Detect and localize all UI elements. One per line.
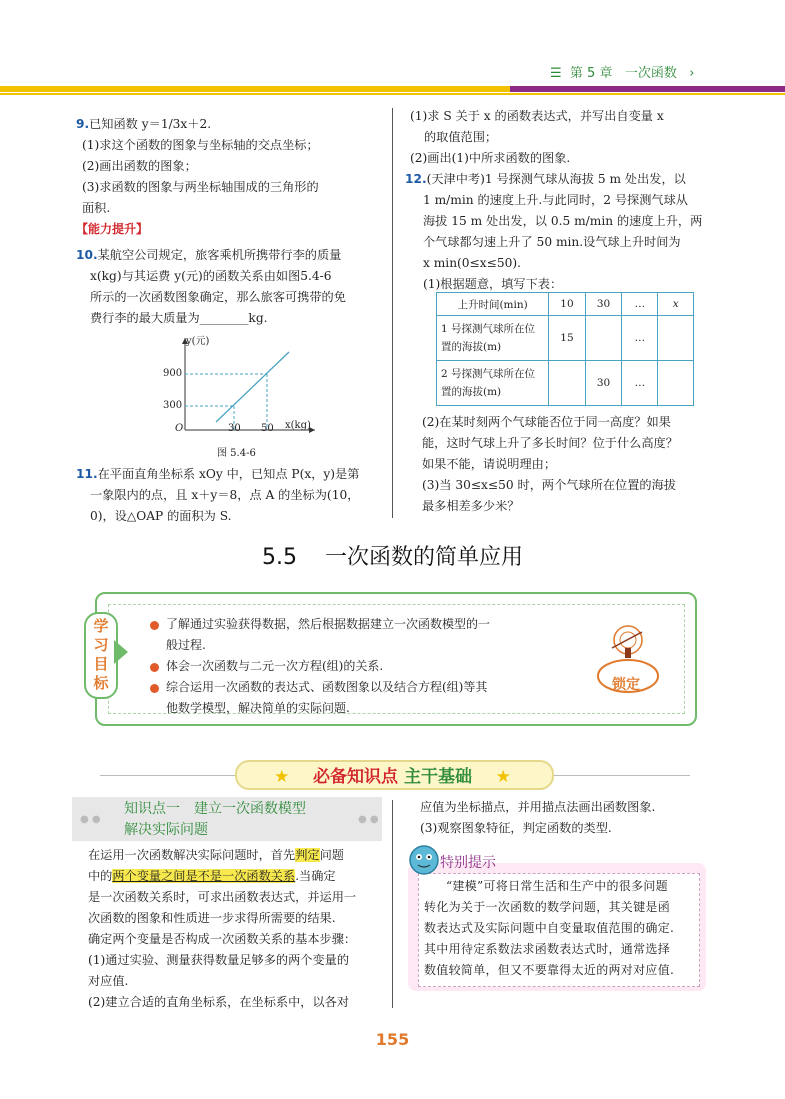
question-line: 能，这时气球上升了多长时间？位于什么高度？ xyxy=(422,436,678,450)
question-10 xyxy=(76,245,346,329)
table-cell: … xyxy=(622,316,658,361)
tip-line: 数表达式及实际问题中自变量取值范围的确定. xyxy=(424,921,675,935)
chevron-right-icon[interactable]: › xyxy=(689,66,695,81)
question-line: 0)，设△OAP 的面积为 S. xyxy=(90,509,232,523)
ability-heading: 【能力提升】 xyxy=(76,222,149,236)
text-run: .当确定 xyxy=(295,869,336,883)
text-run: 问题 xyxy=(319,848,344,862)
goal-line: 综合运用一次函数的表达式、函数图象以及结合方程(组)等其 xyxy=(166,680,488,694)
star-icon: ★ xyxy=(495,767,511,787)
goal-line: 体会一次函数与二元一次方程(组)的关系. xyxy=(166,659,384,673)
question-line: x(kg)与其运费 y(元)的函数关系由如图5.4-6 xyxy=(90,269,332,283)
question-line: (3)求函数的图象与两坐标轴围成的三角形的 xyxy=(82,180,319,194)
row-label-line: 置的海拔(m) xyxy=(441,341,502,353)
goal-line: 他数学模型，解决简单的实际问题. xyxy=(166,701,350,715)
origin-label: O xyxy=(175,423,184,434)
knowledge-point-title xyxy=(124,799,306,841)
tag-char: 目 xyxy=(93,655,109,673)
banner-title xyxy=(235,762,550,787)
list-icon: ☰ xyxy=(550,66,562,81)
table-cell xyxy=(658,361,694,406)
section-title xyxy=(0,540,785,571)
banner-text-a: 必备知识点 xyxy=(313,767,399,787)
y-tick-300: 300 xyxy=(163,400,183,411)
kp-title-line: 知识点一 建立一次函数模型 xyxy=(124,801,306,817)
page-number: 155 xyxy=(375,1030,410,1049)
column-divider xyxy=(392,108,393,518)
question-line: 最多相差多少米？ xyxy=(422,499,520,513)
figure-caption: 图 5.4-6 xyxy=(217,448,256,459)
table-cell xyxy=(658,316,694,361)
x-tick-50: 50 xyxy=(261,423,274,434)
question-line: (2)画出函数的图象； xyxy=(82,159,197,173)
tag-char: 学 xyxy=(93,617,109,635)
header-bar-yellow xyxy=(0,86,510,92)
table-row xyxy=(437,316,694,361)
mascot-icon xyxy=(406,842,442,878)
question-line: 的取值范围； xyxy=(424,130,498,144)
table-cell xyxy=(437,316,549,361)
tag-char: 习 xyxy=(93,636,109,654)
question-line: (2)画出(1)中所求函数的图象. xyxy=(410,151,571,165)
body-line xyxy=(88,866,356,887)
knowledge-body xyxy=(88,845,356,1013)
table-header-cell: 30 xyxy=(585,293,622,316)
question-line: 已知函数 y＝1/3x＋2. xyxy=(89,117,212,131)
body-line: (3)观察图象特征，判定函数的类型. xyxy=(420,821,612,835)
table-row xyxy=(437,361,694,406)
row-label-line: 2 号探测气球所在位 xyxy=(441,368,536,380)
balloon-table xyxy=(436,292,694,406)
tag-char: 标 xyxy=(93,674,109,692)
question-line: (2)在某时刻两个气球能否位于同一高度？如果 xyxy=(422,415,671,429)
body-line: (1)通过实验、测量获得数量足够多的两个变量的 xyxy=(88,953,350,967)
question-12-parts xyxy=(422,412,678,517)
y-tick-900: 900 xyxy=(163,368,183,379)
column-divider xyxy=(392,800,393,1008)
question-11-parts xyxy=(410,106,664,169)
section-number: 5.5 xyxy=(262,545,297,570)
row-label-line: 置的海拔(m) xyxy=(441,386,502,398)
learning-goals-tag xyxy=(84,612,118,699)
goal-item xyxy=(166,677,487,719)
question-line: 1 m/min 的速度上升.与此同时，2 号探测气球从 xyxy=(423,193,688,207)
chapter-header xyxy=(550,62,695,81)
lock-label: 锁定 xyxy=(612,677,640,693)
table-header-cell: … xyxy=(622,293,658,316)
question-line: 面积. xyxy=(82,201,111,215)
question-number: 12. xyxy=(405,172,427,186)
goal-line: 般过程. xyxy=(166,638,206,652)
question-number: 11. xyxy=(76,467,98,481)
goal-item xyxy=(166,614,490,656)
body-line: 应值为坐标描点，并用描点法画出函数图象. xyxy=(420,800,656,814)
question-line: 如果不能，请说明理由； xyxy=(422,457,557,471)
body-line: 对应值. xyxy=(88,974,129,988)
function-line xyxy=(216,352,289,422)
row-label-line: 1 号探测气球所在位 xyxy=(441,323,536,335)
tip-line: 转化为关于一次函数的数学问题，其关键是函 xyxy=(424,900,671,914)
text-run: 中的 xyxy=(88,869,113,883)
goal-item xyxy=(166,656,383,677)
section-name: 一次函数的简单应用 xyxy=(324,545,523,570)
question-line: (1)求 S 关于 x 的函数表达式，并写出自变量 x xyxy=(410,109,664,123)
question-number: 10. xyxy=(76,248,98,262)
body-line: 确定两个变量是否构成一次函数关系的基本步骤： xyxy=(88,932,357,946)
banner-text-b: 主干基础 xyxy=(403,767,472,787)
highlight-run: 判定 xyxy=(295,848,320,862)
freight-graph xyxy=(155,330,325,460)
table-header-cell: 10 xyxy=(549,293,586,316)
table-cell xyxy=(585,316,622,361)
bullet-icon xyxy=(150,684,159,693)
tip-line: “建模”可将日常生活和生产中的很多问题 xyxy=(446,879,668,893)
highlight-run: 两个变量之间是不是一次函数关系 xyxy=(112,869,296,883)
bullet-icon xyxy=(150,621,159,630)
body-line: 次函数的图象和性质进一步求得所需要的结果. xyxy=(88,911,336,925)
question-line: 所示的一次函数图象确定，那么旅客可携带的免 xyxy=(90,290,346,304)
header-bar-purple xyxy=(510,86,785,92)
question-line: 在平面直角坐标系 xOy 中，已知点 P(x，y)是第 xyxy=(97,467,360,481)
x-tick-30: 30 xyxy=(228,423,241,434)
table-cell xyxy=(437,361,549,406)
body-line: (2)建立合适的直角坐标系，在坐标系中，以各对 xyxy=(88,995,350,1009)
y-axis-label: y(元) xyxy=(186,336,210,347)
table-cell: 15 xyxy=(549,316,586,361)
question-line: 某航空公司规定，旅客乘机所携带行李的质量 xyxy=(97,248,342,262)
table-header-row xyxy=(437,293,694,316)
tip-line: 数值较简单，但又不要靠得太近的两对对应值. xyxy=(424,963,675,977)
question-line: (天津中考)1 号探测气球从海拔 5 m 处出发，以 xyxy=(426,172,686,186)
goal-line: 了解通过实验获得数据，然后根据数据建立一次函数模型的一 xyxy=(166,617,491,631)
question-11 xyxy=(76,464,359,527)
bullet-icon xyxy=(150,663,159,672)
kp-title-line: 解决实际问题 xyxy=(124,822,208,838)
table-header-cell: x xyxy=(658,293,694,316)
question-line: (3)当 30≤x≤50 时，两个气球所在位置的海拔 xyxy=(422,478,676,492)
table-header-cell: 上升时间(min) xyxy=(437,293,549,316)
question-line: (1)根据题意，填写下表： xyxy=(423,277,563,291)
body-line xyxy=(88,845,356,866)
tip-title: 特别提示 xyxy=(440,855,496,871)
text-run: 在运用一次函数解决实际问题时，首先 xyxy=(88,848,296,862)
question-line: (1)求这个函数的图象与坐标轴的交点坐标； xyxy=(82,138,319,152)
table-cell: 30 xyxy=(585,361,622,406)
right-body xyxy=(420,797,655,839)
question-line: 费行李的最大质量为________kg. xyxy=(90,311,268,325)
question-number: 9. xyxy=(76,117,90,131)
dots-icon: ● ● xyxy=(80,814,101,825)
question-line: 一象限内的点，且 x＋y＝8，点 A 的坐标为(10， xyxy=(90,488,360,502)
question-line: 个气球都匀速上升了 50 min.设气球上升时间为 xyxy=(423,235,681,249)
x-axis-label: x(kg) xyxy=(285,420,311,431)
star-icon: ★ xyxy=(274,767,290,787)
dots-icon: ● ● xyxy=(358,814,379,825)
body-line: 是一次函数关系时，可求出函数表达式，并运用一 xyxy=(88,890,357,904)
question-line: x min(0≤x≤50). xyxy=(423,256,521,270)
question-9 xyxy=(76,114,319,219)
header-rule xyxy=(0,93,785,95)
chapter-title: 一次函数 xyxy=(624,66,677,81)
tip-text xyxy=(424,876,674,981)
goals-tag-arrow xyxy=(114,640,128,664)
tip-line: 其中用待定系数法求函数表达式时，通常选择 xyxy=(424,942,671,956)
question-12 xyxy=(405,169,702,295)
table-cell: … xyxy=(622,361,658,406)
chapter-label: 第 5 章 xyxy=(569,66,613,81)
table-cell xyxy=(549,361,586,406)
question-line: 海拔 15 m 处出发，以 0.5 m/min 的速度上升，两 xyxy=(423,214,703,228)
